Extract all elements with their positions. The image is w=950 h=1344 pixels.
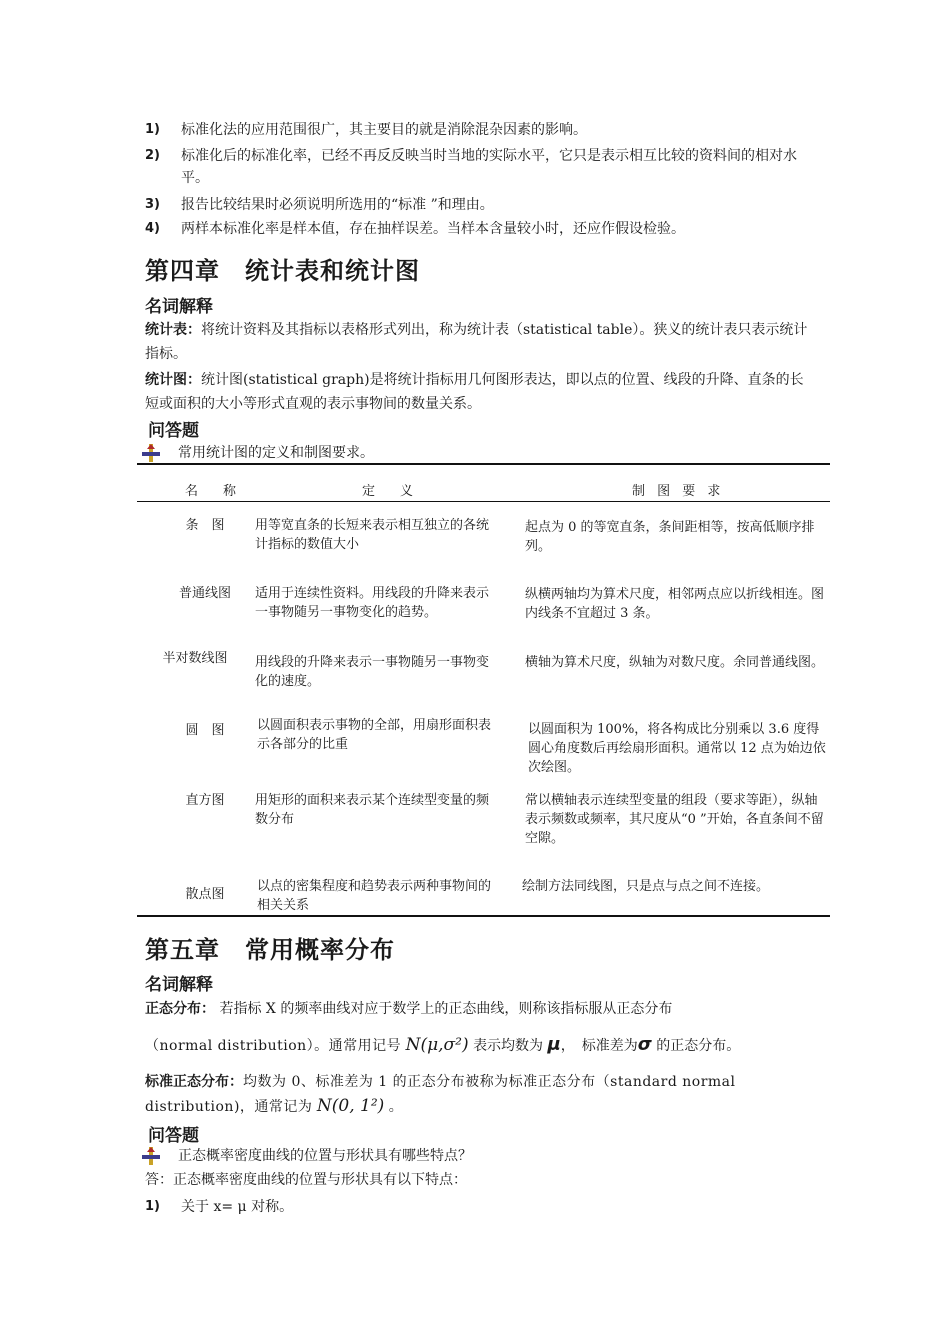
term-label: 标准正态分布： xyxy=(145,1074,243,1090)
list-number: 1) xyxy=(145,1199,160,1214)
bullet-arrow-icon xyxy=(142,444,160,462)
table-cell-name: 直方图 xyxy=(185,793,225,808)
term-definition: 的正态分布。 xyxy=(656,1038,741,1054)
table-cell-requirement: 纵横两轴均为算术尺度，相邻两点应以折线相连。图内线条不宜超过 3 条。 xyxy=(525,587,825,621)
table-cell-name: 圆 图 xyxy=(185,723,225,738)
section-heading-terms: 名词解释 xyxy=(145,297,213,317)
sigma-symbol: σ xyxy=(637,1034,652,1055)
list-text: 标准化法的应用范围很广，其主要目的就是消除混杂因素的影响。 xyxy=(181,122,587,138)
term-statistical-graph xyxy=(145,368,815,416)
table-cell-requirement: 以圆面积为 100%，将各构成比分别乘以 3.6 度得圆心角度数后再绘扇形面积。通常以 12 点为始边依次绘图。 xyxy=(528,722,826,775)
list-text: 关于 x= μ 对称。 xyxy=(181,1199,294,1215)
question-text: 常用统计图的定义和制图要求。 xyxy=(178,445,374,461)
term-definition: 表示均数为 xyxy=(473,1038,544,1054)
list-number: 3) xyxy=(145,197,160,212)
table-cell-requirement: 常以横轴表示连续型变量的组段（要求等距），纵轴表示频数或频率，其尺度从“0 ”开始，各直条间不留空隙。 xyxy=(525,793,824,846)
section-heading-terms: 名词解释 xyxy=(145,975,213,995)
list-number: 2) xyxy=(145,148,160,163)
chapter-4-heading xyxy=(145,251,420,286)
term-definition: （normal distribution）。通常用记号 xyxy=(145,1038,402,1054)
bullet-arrow-icon xyxy=(142,1147,160,1165)
table-cell-name: 条 图 xyxy=(185,518,225,533)
chapter-number: 第四章 xyxy=(145,257,220,285)
normal-formula: N(μ,σ²) xyxy=(405,1035,469,1055)
chapter-title: 统计表和统计图 xyxy=(245,257,420,285)
list-text: 标准化后的标准化率，已经不再反反映当时当地的实际水平，它只是表示相互比较的资料间的相对水平。 xyxy=(181,148,797,186)
mu-symbol: μ xyxy=(547,1034,561,1055)
table-cell-definition: 适用于连续性资料。用线段的升降来表示一事物随另一事物变化的趋势。 xyxy=(255,586,490,620)
term-statistical-table xyxy=(145,318,815,366)
term-definition: 统计图(statistical graph)是将统计指标用几何图形表达，即以点的位置、线段的升降、直条的长短或面积的大小等形式直观的表示事物间的数量关系。 xyxy=(145,372,804,412)
table-cell-name: 普通线图 xyxy=(178,586,231,601)
table-cell-name: 半对数线图 xyxy=(162,651,228,666)
standard-normal-formula: N(0, 1²) xyxy=(316,1096,385,1116)
section-heading-qa: 问答题 xyxy=(148,421,199,441)
table-cell-definition: 以圆面积表示事物的全部，用扇形面积表示各部分的比重 xyxy=(257,718,492,752)
table-header-rule xyxy=(137,501,830,502)
question-text: 正态概率密度曲线的位置与形状具有哪些特点？ xyxy=(178,1148,472,1164)
term-label: 统计图： xyxy=(145,372,201,388)
term-standard-normal-line-2 xyxy=(145,1094,815,1119)
term-definition: 均数为 0、标准差为 1 的正态分布被称为标准正态分布（standard normal xyxy=(243,1074,736,1090)
term-definition: ， 标准差为 xyxy=(560,1038,638,1054)
table-bottom-rule xyxy=(137,915,830,917)
table-cell-name: 散点图 xyxy=(185,887,225,902)
term-normal-distribution-line-1 xyxy=(145,997,815,1021)
term-label: 统计表： xyxy=(145,322,201,338)
term-label: 正态分布： xyxy=(145,1001,215,1017)
chapter-number: 第五章 xyxy=(145,936,220,964)
table-header-requirement: 制 图 要 求 xyxy=(632,484,725,499)
term-definition: 。 xyxy=(388,1099,403,1115)
list-text: 报告比较结果时必须说明所选用的“标准 ”和理由。 xyxy=(181,197,494,213)
answer-intro: 答：正态概率密度曲线的位置与形状具有以下特点： xyxy=(145,1172,467,1188)
table-cell-definition: 用线段的升降来表示一事物随另一事物变化的速度。 xyxy=(255,655,490,689)
term-standard-normal-line-1 xyxy=(145,1070,815,1094)
table-cell-requirement: 绘制方法同线图，只是点与点之间不连接。 xyxy=(522,879,770,894)
table-header-definition: 定 义 xyxy=(362,484,420,499)
table-cell-definition: 用等宽直条的长短来表示相互独立的各统计指标的数值大小 xyxy=(255,518,490,552)
table-top-rule xyxy=(137,463,830,465)
term-definition: distribution)，通常记为 xyxy=(145,1099,313,1115)
chapter-title: 常用概率分布 xyxy=(245,936,395,964)
term-normal-distribution-line-2 xyxy=(145,1033,815,1058)
table-cell-requirement: 横轴为算术尺度，纵轴为对数尺度。余同普通线图。 xyxy=(525,655,825,670)
table-cell-definition: 用矩形的面积来表示某个连续型变量的频数分布 xyxy=(255,793,490,827)
list-text: 两样本标准化率是样本值，存在抽样误差。当样本含量较小时，还应作假设检验。 xyxy=(181,221,685,237)
table-header-name: 名 称 xyxy=(185,484,243,499)
list-number: 4) xyxy=(145,221,160,236)
term-definition: 若指标 X 的频率曲线对应于数学上的正态曲线，则称该指标服从正态分布 xyxy=(219,1001,673,1017)
table-cell-definition: 以点的密集程度和趋势表示两种事物间的相关关系 xyxy=(257,879,492,913)
chapter-5-heading xyxy=(145,930,395,965)
list-number: 1) xyxy=(145,122,160,137)
table-cell-requirement: 起点为 0 的等宽直条，条间距相等，按高低顺序排列。 xyxy=(525,520,815,554)
section-heading-qa: 问答题 xyxy=(148,1126,199,1146)
term-definition: 将统计资料及其指标以表格形式列出，称为统计表（statistical table）。狭义的统计表只表示统计指标。 xyxy=(145,322,808,362)
